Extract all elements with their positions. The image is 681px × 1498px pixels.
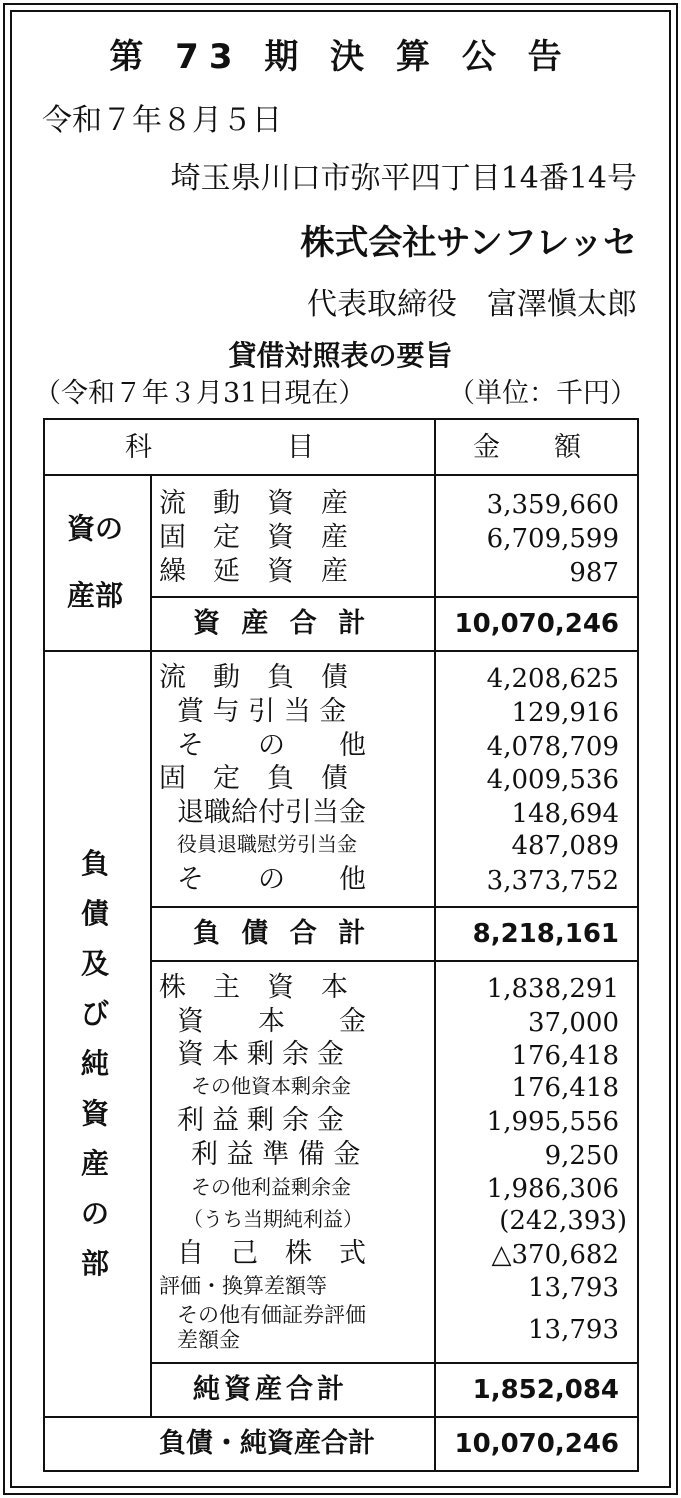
equity-row-label: 差額金: [177, 1328, 240, 1352]
asset-row-value: 987: [569, 558, 619, 588]
asset-row-label: 流 動 資 産: [159, 488, 348, 519]
column-header-amount: 金 額: [473, 432, 581, 463]
asset-row-label: 繰 延 資 産: [159, 556, 348, 587]
grand-total-value: 10,070,246: [454, 1429, 619, 1459]
equity-row-value: 1,838,291: [486, 974, 619, 1004]
asset-row-value: 6,709,599: [486, 524, 619, 554]
equity-row-value: 13,793: [528, 1315, 619, 1345]
equity-row-value: 9,250: [544, 1141, 619, 1171]
equity-row-label: その他資本剰余金: [191, 1074, 351, 1098]
liability-row-value: 4,078,709: [486, 732, 619, 762]
notice-date: 令和７年８月５日: [42, 103, 282, 138]
equity-row-value: 13,793: [528, 1273, 619, 1303]
equity-row-label: 株 主 資 本: [159, 972, 348, 1003]
liability-row-label: そ の 他: [177, 864, 366, 895]
liabilities-section-label: 純: [81, 1047, 110, 1080]
liability-row-label: 退職給付引当金: [177, 797, 366, 828]
equity-row-label: 利益剰余金: [177, 1105, 352, 1136]
asset-row-label: 固 定 資 産: [159, 522, 348, 553]
liabilities-total-value: 8,218,161: [472, 919, 619, 949]
as-of-date: （令和７年３月31日現在）: [34, 378, 366, 409]
equity-row-value: 37,000: [528, 1008, 619, 1038]
unit-label: （単位：千円）: [448, 378, 637, 409]
divider: [45, 474, 637, 476]
divider: [150, 906, 637, 908]
liabilities-section-label: び: [81, 997, 110, 1030]
divider: [45, 650, 637, 652]
divider: [45, 1416, 637, 1418]
liability-row-label: 賞 与 引 当 金: [177, 696, 347, 727]
equity-row-value: (242,393): [499, 1206, 627, 1236]
equity-row-label: その他有価証券評価: [177, 1303, 366, 1327]
balance-sheet-table: [43, 418, 639, 1472]
balance-sheet-title: 貸借対照表の要旨: [228, 339, 453, 372]
liabilities-section-label: の: [81, 1197, 110, 1230]
equity-row-label: 資 本 金: [177, 1006, 366, 1037]
equity-row-label: 資本剰余金: [177, 1039, 352, 1070]
liability-row-label: 流 動 負 債: [159, 662, 348, 693]
liabilities-section-label: 負: [81, 847, 110, 880]
net-assets-total-label: 純資産合計: [193, 1374, 348, 1405]
company-address: 埼玉県川口市弥平四丁目14番14号: [170, 161, 637, 196]
liability-row-value: 487,089: [511, 831, 619, 861]
assets-section-label: 産部: [67, 579, 124, 612]
liability-row-label: 役員退職慰労引当金: [177, 832, 357, 856]
liability-row-value: 129,916: [511, 698, 619, 728]
net-assets-total-value: 1,852,084: [472, 1375, 619, 1405]
divider: [150, 1362, 637, 1364]
liabilities-section-label: 債: [81, 897, 110, 930]
liability-row-value: 4,009,536: [486, 765, 619, 795]
liability-row-label: そ の 他: [177, 730, 366, 761]
equity-row-label: 利 益 準 備 金: [191, 1139, 361, 1170]
liabilities-section-label: 部: [81, 1247, 110, 1280]
grand-total-label: 負債・純資産合計: [159, 1428, 375, 1459]
assets-section-label: 資の: [67, 512, 124, 545]
company-name: 株式会社サンフレッセ: [300, 223, 637, 263]
equity-row-label: 自 己 株 式: [177, 1238, 366, 1269]
liability-row-label: 固 定 負 債: [159, 763, 348, 794]
asset-row-value: 3,359,660: [486, 490, 619, 520]
liability-row-value: 148,694: [511, 799, 619, 829]
liabilities-section-label: 及: [81, 947, 110, 980]
divider: [150, 596, 637, 598]
column-header-item: 科 目: [125, 432, 314, 463]
assets-total-value: 10,070,246: [454, 609, 619, 639]
equity-row-value: 176,418: [511, 1073, 619, 1103]
equity-row-value: 1,995,556: [486, 1107, 619, 1137]
liabilities-total-label: 負 債 合 計: [193, 918, 372, 949]
equity-row-value: 176,418: [511, 1041, 619, 1071]
equity-row-value: 1,986,306: [486, 1174, 619, 1204]
equity-row-label: （うち当期純利益）: [183, 1207, 363, 1231]
divider: [150, 960, 637, 962]
liability-row-value: 3,373,752: [486, 866, 619, 896]
liabilities-section-label: 資: [81, 1097, 110, 1130]
divider: [150, 474, 152, 1418]
equity-row-label: 評価・換算差額等: [159, 1274, 327, 1298]
liabilities-section-label: 産: [81, 1147, 110, 1180]
equity-row-value: △370,682: [491, 1240, 619, 1270]
liability-row-value: 4,208,625: [486, 664, 619, 694]
equity-row-label: その他利益剰余金: [191, 1175, 351, 1199]
assets-total-label: 資 産 合 計: [193, 608, 372, 639]
notice-title: 第 73 期 決 算 公 告: [109, 37, 572, 77]
representative: 代表取締役 富澤愼太郎: [307, 287, 637, 322]
